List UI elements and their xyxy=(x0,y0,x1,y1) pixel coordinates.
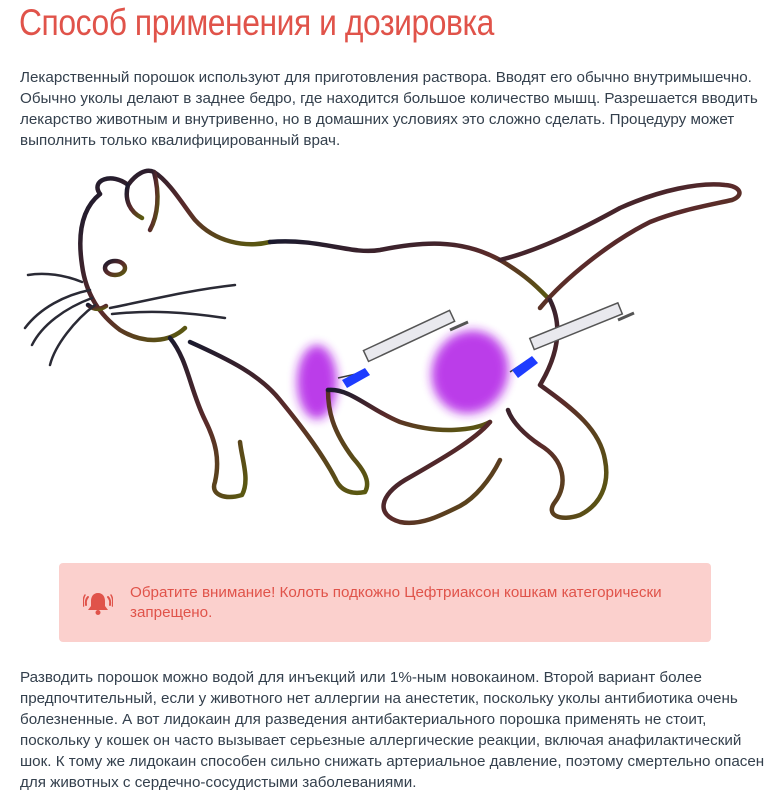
injection-zone-hind xyxy=(420,320,520,425)
syringe-hind-icon xyxy=(510,303,634,378)
warning-text: Обратите внимание! Колоть подкожно Цефтриаксон кошкам категорически запрещено. xyxy=(130,584,662,621)
warning-alert xyxy=(59,563,711,642)
body-paragraph: Разводить порошок можно водой для инъекций или 1%-ным новокаином. Второй вариант более предпочтительный, если у животного нет аллергии на анестетик, поскольку уколы антибиотика очень болезненные. А вот лидокаин для разведения антибактериального порошка применять не стоит, поскольку у кошек он часто вызывает серьезные аллергические реакции, включая анафилактический шок. К тому же лидокаин способен сильно снижать артериальное давление, поэтому смертельно опасен для животных с сердечно-сосудистыми заболеваниями. xyxy=(20,669,765,791)
cat-injection-illustration xyxy=(20,160,760,540)
bell-icon xyxy=(83,589,113,617)
page-title: Способ применения и дозировка xyxy=(19,2,494,43)
intro-paragraph: Лекарственный порошок используют для приготовления раствора. Вводят его обычно внутримышечно. Обычно уколы делают в заднее бедро, где находится большое количество мышц. Разрешается вводить лекарство животным и внутривенно, но в домашних условиях это сложно сделать. Процедуру может выполнить только квалифицированный врач. xyxy=(20,69,758,149)
